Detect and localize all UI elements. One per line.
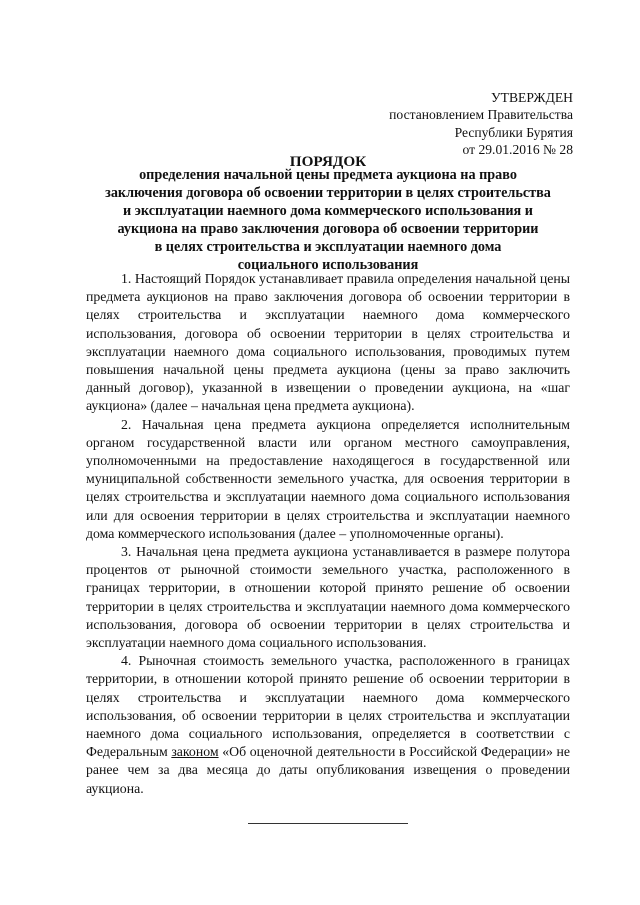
federal-law-link[interactable]: законом	[171, 744, 219, 760]
subtitle-line: определения начальной цены предмета аукциона на право	[139, 167, 517, 183]
subtitle-line: аукциона на право заключения договора об освоении территории	[117, 221, 539, 237]
approval-stamp	[389, 89, 573, 159]
paragraph-3: 3. Начальная цена предмета аукциона устанавливается в размере полутора процентов от рыночной стоимости земельного участка, расположенного в границах территории, в отношении которой принято решение об освоении территории в целях строительства и эксплуатации наемного дома коммерческого использования, договора об освоении территории в целях строительства и эксплуатации наемного дома социального использования.	[86, 544, 570, 651]
subtitle-line: в целях строительства и эксплуатации наемного дома	[154, 239, 502, 255]
subtitle-line: заключения договора об освоении территории в целях строительства	[105, 185, 551, 201]
subtitle-line: социального использования	[237, 257, 419, 273]
paragraph-4-text-end: «Об оценочной деятельности в Российской Федерации» не ранее чем за два месяца до даты опубликования извещения о проведении аукциона.	[86, 744, 571, 796]
document-title: ПОРЯДОК	[289, 153, 367, 170]
approval-line-date-number: от 29.01.2016 № 28	[462, 142, 573, 158]
approval-line-resolution: постановлением Правительства	[389, 107, 573, 123]
subtitle-line: и эксплуатации наемного дома коммерческого использования и	[123, 203, 533, 219]
paragraph-1: 1. Настоящий Порядок устанавливает правила определения начальной цены предмета аукционов на право заключения договора об освоении территории в целях строительства и эксплуатации наемного дома коммерческого использования, договора об освоении территории в целях строительства и эксплуатации наемного дома социального использования, проводимых путем повышения начальной цены предмета аукциона (цены за право заключить данный договор), указанной в извещении о проведении аукциона, на «шаг аукциона» (далее – начальная цена предмета аукциона).	[86, 271, 570, 414]
approval-line-republic: Республики Бурятия	[454, 124, 573, 140]
paragraph-4	[86, 652, 570, 798]
document-subtitle	[80, 166, 576, 274]
paragraph-2: 2. Начальная цена предмета аукциона определяется исполнительным органом государственной власти или органом местного самоуправления, уполномоченными на предоставление находящегося в государственной или муниципальной собственности земельного участка, для освоения территории в целях строительства и эксплуатации наемного дома социального использования или для освоения территории в целях строительства и эксплуатации наемного дома коммерческого использования (далее – уполномоченные органы).	[86, 416, 570, 541]
end-divider	[248, 823, 408, 824]
document-body	[86, 270, 570, 798]
paragraph-4-text-start: 4. Рыночная стоимость земельного участка, расположенного в границах территории, в отношении которой принято решение об освоении территории в целях строительства и эксплуатации наемного дома коммерческого использования, об освоении территории в целях строительства и эксплуатации наемного дома социального использования, определяется в соответствии с Федеральным	[86, 653, 570, 760]
approval-line-approved: УТВЕРЖДЕН	[491, 90, 573, 105]
